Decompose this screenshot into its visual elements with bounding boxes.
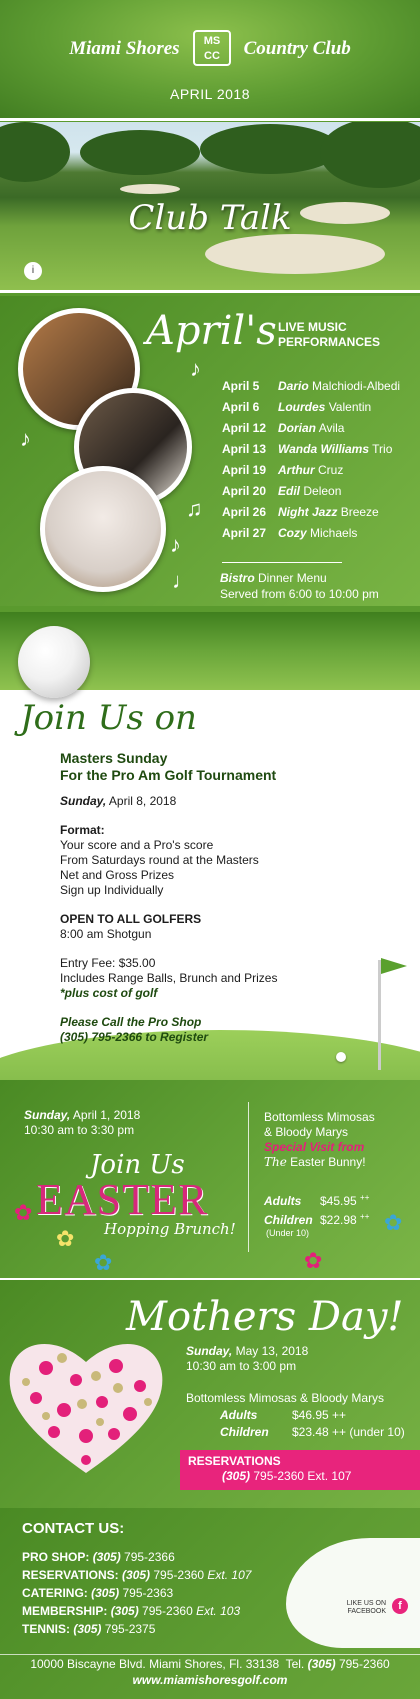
phone-number: 795-2366 (120, 1550, 175, 1564)
contact-label: MEMBERSHIP: (22, 1604, 108, 1618)
register-phone[interactable]: (305) 795-2366 to Register (60, 1030, 209, 1044)
schedule-row (222, 376, 400, 397)
schedule-date: April 27 (222, 526, 267, 540)
tree (200, 124, 340, 174)
phone-number: 795-2375 (101, 1622, 156, 1636)
performer-last: Malchiodi-Albedi (312, 379, 401, 393)
flower-icon: ✿ (94, 1250, 113, 1275)
adults-price: $45.95 (320, 1194, 357, 1208)
performer-last: Breeze (340, 505, 379, 519)
street-address: 10000 Biscayne Blvd. Miami Shores, Fl. 33138 (30, 1657, 280, 1671)
headline-line: For the Pro Am Golf Tournament (60, 767, 277, 783)
mothers-day-section (0, 1280, 420, 1508)
easter-when (24, 1108, 140, 1138)
music-note-icon: ♩ (172, 568, 194, 593)
performer-first: Night Jazz (278, 505, 338, 519)
header (0, 0, 420, 118)
format-label: Format: (60, 823, 105, 837)
phone-number[interactable]: 795-2360 (335, 1657, 390, 1671)
join-us-title: Join Us on (20, 698, 197, 738)
phone-ext: Ext. 107 (204, 1568, 252, 1582)
phone-ext: Ext. 103 (192, 1604, 241, 1618)
phone-number: 795-2360 (150, 1568, 205, 1582)
schedule-date: April 20 (222, 484, 267, 498)
divider (222, 562, 342, 563)
contact-row[interactable] (22, 1566, 251, 1584)
club-name-left: Miami Shores (69, 38, 180, 59)
served-hours: Served from 6:00 to 10:00 pm (220, 587, 379, 601)
tournament-details (60, 794, 380, 1045)
golf-flag-icon (381, 958, 407, 974)
special-visit: Special Visit from (264, 1140, 365, 1154)
schedule-row (222, 523, 400, 544)
tree (80, 130, 200, 175)
schedule-date: April 5 (222, 379, 260, 393)
divider (0, 290, 420, 293)
schedule-date: April 19 (222, 463, 267, 477)
schedule-row (222, 502, 400, 523)
contact-label: TENNIS: (22, 1622, 70, 1636)
contact-row[interactable] (22, 1602, 251, 1620)
performer-last: Deleon (303, 484, 342, 498)
performance-schedule (222, 376, 400, 544)
course-banner (0, 122, 420, 290)
club-name-right: Country Club (243, 38, 351, 59)
divider (248, 1102, 249, 1252)
children-label: Children (264, 1213, 313, 1227)
phone-area: (305) (122, 1568, 151, 1582)
music-note-icon: ♫ (186, 496, 203, 521)
bistro-info (220, 570, 379, 602)
event-day: Sunday, (60, 794, 107, 808)
tel-label: Tel. (285, 1657, 305, 1671)
schedule-row (222, 397, 400, 418)
easter-brunch-section (0, 1080, 420, 1278)
phone-area: (305) (92, 1550, 121, 1564)
easter-extras (264, 1110, 375, 1170)
masters-sunday-section (0, 690, 420, 1080)
music-note-icon: ♪ (190, 356, 201, 381)
performer-first: Dario (278, 379, 309, 393)
event-date: May 13, 2018 (232, 1344, 309, 1358)
mothers-day-title: Mothers Day! (126, 1294, 404, 1340)
easter-prices (264, 1190, 369, 1238)
easter-bunny: Easter Bunny! (286, 1155, 366, 1169)
contact-label: PRO SHOP: (22, 1550, 90, 1564)
flower-heart-icon (6, 1328, 166, 1478)
schedule-date: April 26 (222, 505, 267, 519)
flower-icon: ✿ (14, 1200, 33, 1225)
format-line: Sign up Individually (60, 883, 164, 897)
flower-icon: ✿ (56, 1226, 75, 1251)
format-line: Net and Gross Prizes (60, 868, 175, 882)
phone-area: (305) (73, 1622, 102, 1636)
banner-title: Club Talk (128, 198, 292, 238)
under-ten: (Under 10) (266, 1228, 310, 1238)
drinks-line: Bottomless Mimosas & Bloody Marys (186, 1391, 385, 1405)
format-line: Your score and a Pro's score (60, 838, 214, 852)
contact-label: RESERVATIONS: (22, 1568, 119, 1582)
reservations-label: RESERVATIONS (188, 1454, 281, 1468)
phone-number: 795-2360 Ext. 107 (250, 1469, 352, 1483)
music-note-icon: ♪ (20, 426, 31, 451)
musician-photo-singer (40, 466, 166, 592)
live-music-heading (278, 320, 380, 350)
sand-trap (120, 184, 180, 194)
performer-first: Cozy (278, 526, 307, 540)
event-time: 10:30 am to 3:30 pm (24, 1123, 135, 1137)
open-label: OPEN TO ALL GOLFERS (60, 912, 202, 926)
plus-plus: ++ (360, 1193, 370, 1202)
fb-line: LIKE US ON (346, 1600, 386, 1607)
entry-fee: Entry Fee: $35.00 (60, 956, 156, 970)
performer-last: Cruz (318, 463, 344, 477)
phone-area: (305) (222, 1469, 251, 1483)
heading-line: PERFORMANCES (278, 335, 381, 349)
adults-label: Adults (220, 1408, 258, 1422)
phone-area: (305) (307, 1657, 336, 1671)
mothers-menu (186, 1390, 405, 1441)
schedule-date: April 6 (222, 400, 260, 414)
children-price: $23.48 ++ (under 10) (292, 1425, 405, 1439)
plus-plus: ++ (360, 1212, 370, 1221)
call-pro-shop: Please Call the Pro Shop (60, 1015, 202, 1029)
bistro-menu: Dinner Menu (254, 571, 327, 585)
footer-address (0, 1656, 420, 1688)
phone-area: (305) (91, 1586, 120, 1600)
divider (0, 118, 420, 121)
contact-row[interactable] (22, 1584, 251, 1602)
drinks-line: & Bloody Marys (264, 1125, 349, 1139)
facebook-icon[interactable]: f (392, 1598, 408, 1614)
event-day: Sunday, (186, 1344, 233, 1358)
format-line: From Saturdays round at the Masters (60, 853, 259, 867)
event-date: April 8, 2018 (106, 794, 177, 808)
flower-icon: ✿ (304, 1248, 323, 1273)
aprils-title: April's (146, 308, 277, 354)
website-link[interactable]: www.miamishoresgolf.com (132, 1673, 288, 1687)
hopping-brunch: Hopping Brunch! (104, 1220, 236, 1238)
contact-heading: CONTACT US: (22, 1520, 125, 1537)
plus-golf-cost: *plus cost of golf (60, 986, 158, 1000)
music-note-icon: ♪ (170, 532, 181, 557)
club-logo: MS CC (193, 30, 231, 66)
divider (0, 1654, 420, 1655)
fb-line: FACEBOOK (347, 1608, 386, 1615)
event-date: April 1, 2018 (70, 1108, 141, 1122)
children-price: $22.98 (320, 1213, 357, 1227)
adults-price: $46.95 ++ (292, 1408, 347, 1422)
join-us-text: Join Us (90, 1150, 185, 1180)
schedule-row (222, 418, 400, 439)
schedule-date: April 12 (222, 421, 267, 435)
bistro-label: Bistro (220, 571, 255, 585)
performer-first: Wanda Williams (278, 442, 370, 456)
phone-number: 795-2360 (138, 1604, 193, 1618)
issue-month: APRIL 2018 (170, 86, 250, 102)
contact-list (22, 1548, 251, 1638)
performer-last: Valentin (328, 400, 372, 414)
performer-first: Lourdes (278, 400, 326, 414)
schedule-row (222, 439, 400, 460)
phone-number: 795-2363 (119, 1586, 174, 1600)
shotgun-time: 8:00 am Shotgun (60, 927, 152, 941)
performer-first: Dorian (278, 421, 317, 435)
contact-row[interactable] (22, 1548, 251, 1566)
heading-line: LIVE MUSIC (278, 320, 347, 334)
performer-last: Michaels (310, 526, 358, 540)
adults-label: Adults (264, 1194, 302, 1208)
live-music-section (0, 296, 420, 606)
info-icon[interactable]: i (24, 262, 42, 280)
children-label: Children (220, 1425, 269, 1439)
golf-ball-small (336, 1052, 346, 1062)
facebook-label[interactable] (336, 1600, 386, 1616)
contact-section (0, 1508, 420, 1699)
flower-icon: ✿ (384, 1210, 403, 1235)
performer-last: Avila (318, 421, 345, 435)
fee-includes: Includes Range Balls, Brunch and Prizes (60, 971, 278, 985)
tree (320, 122, 420, 188)
schedule-date: April 13 (222, 442, 267, 456)
phone-area: (305) (110, 1604, 139, 1618)
performer-first: Edil (278, 484, 301, 498)
drinks-line: Bottomless Mimosas (264, 1110, 375, 1124)
schedule-row (222, 481, 400, 502)
reservations-box[interactable] (180, 1450, 420, 1490)
contact-row[interactable] (22, 1620, 251, 1638)
performer-first: Arthur (278, 463, 315, 477)
schedule-row (222, 460, 400, 481)
contact-label: CATERING: (22, 1586, 88, 1600)
bunny-the: The (264, 1155, 287, 1169)
performer-last: Trio (372, 442, 393, 456)
decorative-swoosh (286, 1538, 420, 1648)
event-day: Sunday, (24, 1108, 71, 1122)
headline-line: Masters Sunday (60, 750, 168, 766)
sand-trap (205, 234, 385, 274)
tree (0, 122, 70, 182)
event-time: 10:30 am to 3:00 pm (186, 1359, 297, 1373)
mothers-when (186, 1344, 308, 1374)
easter-title: EASTER (36, 1175, 209, 1224)
tournament-headline (60, 750, 276, 784)
golf-ball-icon (18, 626, 90, 698)
